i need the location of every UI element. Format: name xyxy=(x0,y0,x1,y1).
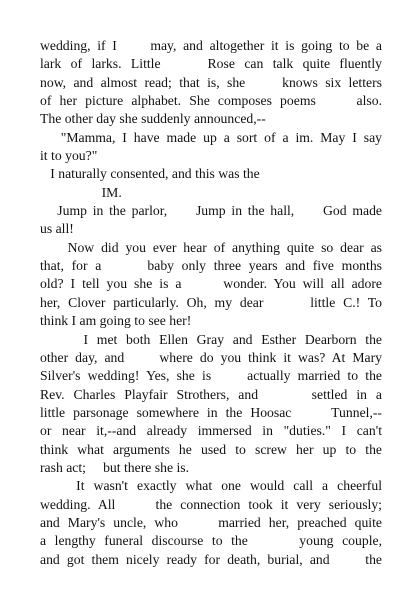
text-line: old? I tell you she is a wonder. You will all adore xyxy=(40,276,382,292)
text-line: it to you?" xyxy=(40,148,98,164)
text-line: a lengthy funeral discourse to the young couple, xyxy=(40,533,382,549)
text-line: think I am going to see her! xyxy=(40,313,192,329)
text-line: "Mamma, I have made up a sort of a im. May I say xyxy=(40,129,382,145)
text-line: of her picture alphabet. She composes poems also. xyxy=(40,93,382,109)
poem-line: us all! xyxy=(40,221,74,237)
text-line: her, Clover particularly. Oh, my dear little C.! To xyxy=(40,294,382,310)
text-line: and got them nicely ready for death, burial, and the xyxy=(40,551,382,567)
text-line: other day, and where do you think it was? At Mary xyxy=(40,349,382,365)
text-line: and Mary's uncle, who married her, preached quite xyxy=(40,514,382,530)
text-line: rash act; but there she is. xyxy=(40,459,189,475)
text-line: now, and almost read; that is, she knows six letters xyxy=(40,74,382,90)
text-line: that, for a baby only three years and five months xyxy=(40,258,382,274)
text-line: little parsonage somewhere in the Hoosac Tunnel,-- xyxy=(40,404,382,420)
text-line: It wasn't exactly what one would call a cheerful xyxy=(40,478,382,494)
body-text xyxy=(40,37,382,569)
text-line: wedding, if I may, and altogether it is going to be a xyxy=(40,38,382,53)
text-line: Silver's wedding! Yes, she is actually married to the xyxy=(40,368,382,384)
text-line: Now did you ever hear of anything quite so dear as xyxy=(40,239,382,255)
text-line: I naturally consented, and this was the xyxy=(40,166,260,182)
text-line: lark of larks. Little Rose can talk quite fluently xyxy=(40,56,382,72)
text-line: wedding. All the connection took it very seriously; xyxy=(40,496,382,512)
text-line: The other day she suddenly announced,-- xyxy=(40,111,266,127)
poem-line: Jump in the parlor, Jump in the hall, God made xyxy=(40,203,383,219)
text-line: Rev. Charles Playfair Strothers, and settled in a xyxy=(40,386,382,402)
text-line: I met both Ellen Gray and Esther Dearborn the xyxy=(40,331,382,347)
text-line: think what arguments he used to screw her up to the xyxy=(40,441,382,457)
poem-title: IM. xyxy=(40,184,122,200)
text-line: or near it,--and already immersed in "duties." I can't xyxy=(40,423,382,439)
